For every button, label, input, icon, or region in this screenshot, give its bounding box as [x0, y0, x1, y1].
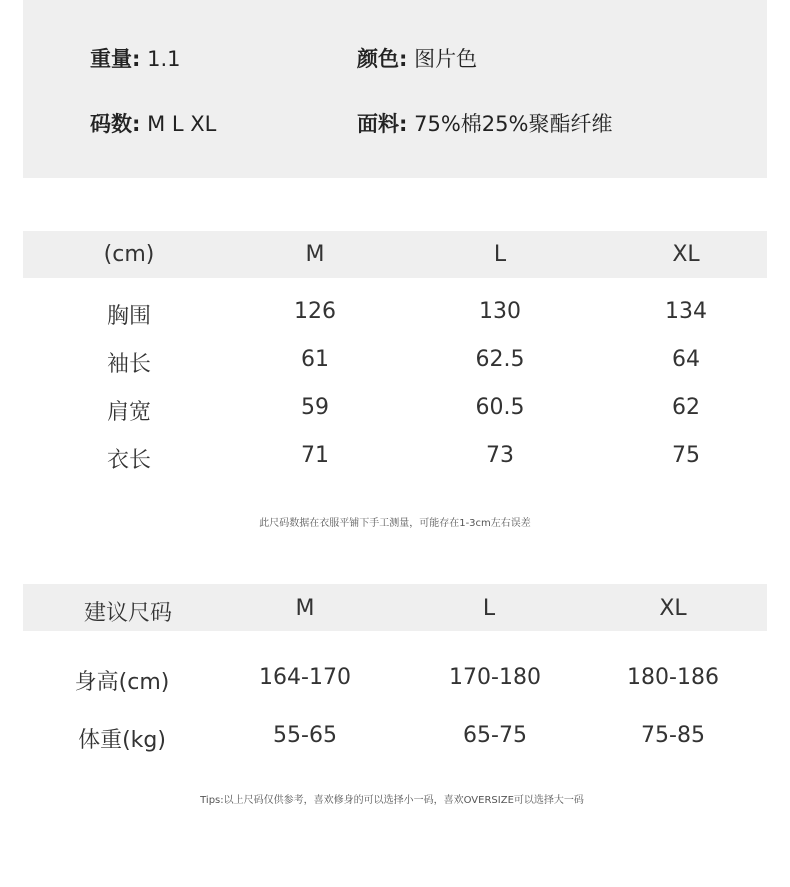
fabric-label: 面料: [357, 112, 408, 136]
sizes-label: 码数: [90, 112, 141, 136]
measure-header-cell: M [305, 242, 325, 267]
tips-note: Tips:以上尺码仅供参考，喜欢修身的可以选择小一码，喜欢OVERSIZE可以选择大一码 [200, 795, 584, 806]
recommend-header-cell: M [295, 596, 315, 621]
fabric-value: 75%棉25%聚酯纤维 [414, 112, 613, 136]
weight-label: 重量: [90, 47, 141, 71]
measure-note: 此尺码数据在衣服平铺下手工测量，可能存在1-3cm左右误差 [259, 518, 531, 529]
measure-row-label: 袖长 [106, 352, 152, 377]
color-info [357, 43, 477, 73]
recommend-cell: 180-186 [627, 665, 719, 690]
sizes-value: M L XL [147, 112, 217, 136]
color-value: 图片色 [414, 47, 478, 71]
measure-cell: 130 [479, 299, 521, 324]
color-label: 颜色: [357, 47, 408, 71]
measure-cell: 134 [665, 299, 707, 324]
measure-cell: 60.5 [475, 395, 525, 420]
recommend-cell: 170-180 [449, 665, 541, 690]
weight-value: 1.1 [147, 47, 181, 71]
measure-cell: 61 [301, 347, 329, 372]
measure-cell: 59 [301, 395, 329, 420]
measure-header-cell: (cm) [103, 242, 155, 267]
measure-header-cell: L [493, 242, 507, 267]
measure-cell: 73 [486, 443, 514, 468]
measure-cell: 64 [672, 347, 700, 372]
recommend-row-label: 身高(cm) [74, 670, 170, 695]
measure-cell: 71 [301, 443, 329, 468]
recommend-cell: 55-65 [273, 723, 337, 748]
recommend-row-label: 体重(kg) [78, 728, 166, 753]
measure-header-cell: XL [672, 242, 700, 267]
measure-row-label: 肩宽 [106, 400, 152, 425]
measure-row-label: 胸围 [106, 304, 152, 329]
recommend-cell: 75-85 [641, 723, 705, 748]
fabric-info [357, 108, 612, 138]
recommend-header-cell: L [482, 596, 496, 621]
measure-cell: 126 [294, 299, 336, 324]
weight-info [90, 43, 181, 73]
recommend-cell: 65-75 [463, 723, 527, 748]
measure-cell: 62 [672, 395, 700, 420]
recommend-cell: 164-170 [259, 665, 351, 690]
sizes-info [90, 108, 216, 138]
recommend-header-cell: 建议尺码 [83, 601, 173, 626]
measure-cell: 75 [672, 443, 700, 468]
measure-row-label: 衣长 [106, 448, 152, 473]
recommend-header-cell: XL [659, 596, 687, 621]
measure-cell: 62.5 [475, 347, 525, 372]
product-info-panel [23, 0, 767, 178]
